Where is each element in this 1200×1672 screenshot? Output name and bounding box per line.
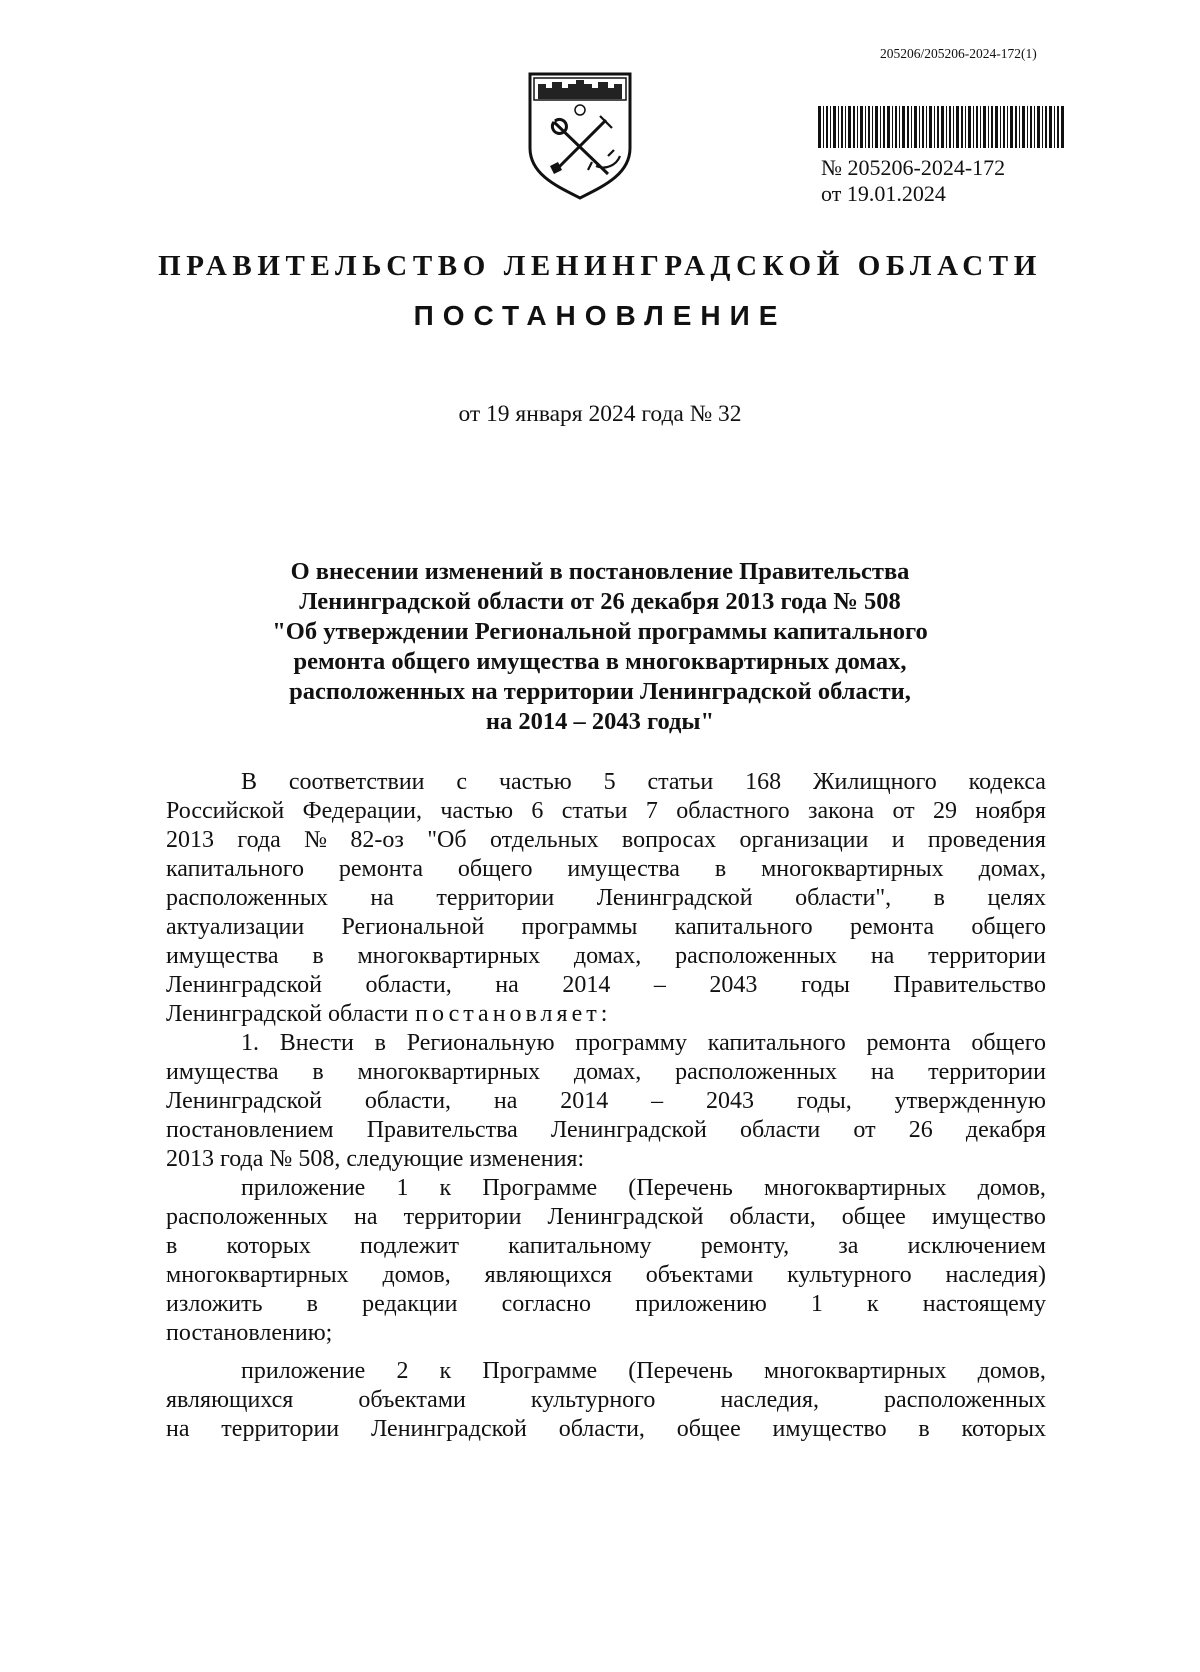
word: декабря: [965, 1117, 1046, 1143]
word: 2013: [166, 827, 214, 853]
word: в: [312, 1059, 324, 1085]
word: общее: [841, 1204, 906, 1230]
word: программы: [521, 914, 638, 940]
word: статьи: [647, 769, 714, 795]
word: капитального: [674, 914, 813, 940]
word: 2: [396, 1358, 409, 1384]
paragraph-line: [166, 1319, 1046, 1348]
word: с: [456, 769, 468, 795]
word: Ленинградской: [370, 1416, 527, 1442]
word: в: [312, 943, 324, 969]
word: территории: [928, 1059, 1046, 1085]
paragraph-line: [166, 942, 1046, 971]
paragraph-line: [166, 797, 1046, 826]
word: расположенных: [884, 1387, 1046, 1413]
word: являющихся: [166, 1387, 294, 1413]
word: В: [241, 769, 258, 795]
paragraph-line: [166, 1357, 1046, 1386]
word: статьи: [561, 798, 628, 824]
word: капитальному: [508, 1233, 652, 1259]
word: многоквартирных: [761, 856, 944, 882]
word: области,: [365, 972, 452, 998]
line-text: Ленинградской области: [166, 1001, 409, 1027]
paragraph-lines: [166, 768, 1046, 1000]
paragraph-line: [166, 1116, 1046, 1145]
paragraph-line: [166, 768, 1046, 797]
paragraph-line: [166, 1386, 1046, 1415]
word: в: [374, 1030, 386, 1056]
word: наследия,: [720, 1387, 820, 1413]
word: 1: [810, 1291, 823, 1317]
line-text: постановлению;: [166, 1320, 333, 1346]
word: территории: [403, 1204, 522, 1230]
word: Региональную: [406, 1030, 555, 1056]
word: на: [870, 1059, 895, 1085]
paragraph-appendix-2: [166, 1357, 1046, 1444]
word: 7: [645, 798, 658, 824]
coat-of-arms-icon: [524, 70, 636, 200]
word: 2043: [709, 972, 758, 998]
word: многоквартирных: [763, 1175, 947, 1201]
word: в: [714, 856, 727, 882]
paragraph-line: [166, 855, 1046, 884]
word: многоквартирных: [166, 1262, 349, 1288]
word: на: [354, 1204, 378, 1230]
paragraph-lines: [166, 1357, 1046, 1444]
title-line: на 2014 – 2043 годы": [485, 708, 715, 735]
word: имущество: [931, 1204, 1046, 1230]
word: от: [853, 1117, 876, 1143]
word: Ленинградской: [550, 1117, 707, 1143]
word: за: [838, 1233, 859, 1259]
paragraph-line: [166, 1000, 1046, 1029]
word: ремонту,: [700, 1233, 790, 1259]
word: 2014: [562, 972, 611, 998]
word: Программе: [482, 1358, 598, 1384]
word: объектами: [358, 1387, 466, 1413]
document-body: [166, 768, 1046, 1444]
word: общего: [971, 914, 1046, 940]
paragraph-line: [166, 1203, 1046, 1232]
paragraph-line: [166, 1261, 1046, 1290]
paragraph-line: [166, 1290, 1046, 1319]
paragraph-line: [166, 1232, 1046, 1261]
word: к: [439, 1358, 452, 1384]
word: Федерации,: [302, 798, 422, 824]
word: области,: [558, 1416, 645, 1442]
word: ремонта: [849, 914, 935, 940]
word: расположенных: [675, 943, 838, 969]
line-text: 2013 года № 508, следующие изменения:: [166, 1146, 585, 1172]
document-date-number: от 19 января 2024 года № 32: [458, 401, 742, 427]
word: домах,: [978, 856, 1046, 882]
word: настоящему: [922, 1291, 1046, 1317]
registration-block: [821, 155, 1005, 207]
decree-word: постановляет:: [415, 1001, 612, 1027]
word: исключением: [907, 1233, 1046, 1259]
paragraph-line: [166, 1087, 1046, 1116]
word: на: [493, 1088, 518, 1114]
word: к: [439, 1175, 452, 1201]
paragraph-line: [166, 1174, 1046, 1203]
word: Региональной: [341, 914, 485, 940]
word: капитального: [166, 856, 304, 882]
word: Внести: [279, 1030, 354, 1056]
word: приложение: [241, 1175, 366, 1201]
word: постановлением: [166, 1117, 334, 1143]
word: –: [653, 972, 666, 998]
word: Ленинградской: [166, 1088, 322, 1114]
paragraph-line: [166, 971, 1046, 1000]
document-title: [160, 557, 1040, 737]
paragraph-line: [166, 826, 1046, 855]
registration-date: от 19.01.2024: [821, 181, 946, 206]
word: редакции: [362, 1291, 458, 1317]
paragraph-item-1: [166, 1029, 1046, 1174]
word: отдельных: [489, 827, 599, 853]
word: программу: [575, 1030, 687, 1056]
word: общее: [676, 1416, 741, 1442]
word: имущество: [772, 1416, 887, 1442]
registration-number: № 205206-2024-172: [821, 155, 1006, 180]
word: многоквартирных: [357, 943, 541, 969]
paragraph-line: [166, 1415, 1046, 1444]
word: общего: [457, 856, 533, 882]
title-line: расположенных на территории Ленинградской области,: [289, 678, 911, 705]
word: общего: [971, 1030, 1046, 1056]
word: многоквартирных: [763, 1358, 947, 1384]
word: ремонта: [866, 1030, 951, 1056]
word: подлежит: [360, 1233, 459, 1259]
word: согласно: [501, 1291, 592, 1317]
word: капитального: [707, 1030, 846, 1056]
word: многоквартирных: [357, 1059, 541, 1085]
word: ремонта: [338, 856, 423, 882]
document-kind: ПОСТАНОВЛЕНИЕ: [413, 300, 787, 331]
word: частью: [498, 769, 572, 795]
word: (Перечень: [628, 1175, 733, 1201]
word: изложить: [166, 1291, 263, 1317]
paragraph-line: [166, 913, 1046, 942]
word: закона: [808, 798, 875, 824]
word: 1: [396, 1175, 409, 1201]
word: приложение: [241, 1358, 366, 1384]
word: имущества: [567, 856, 680, 882]
word: вопросах: [621, 827, 717, 853]
word: домах,: [573, 943, 642, 969]
word: территории: [928, 943, 1046, 969]
word: домов,: [382, 1262, 451, 1288]
word: годы,: [796, 1088, 852, 1114]
word: в: [166, 1233, 178, 1259]
word: домов,: [977, 1175, 1046, 1201]
word: имущества: [166, 943, 279, 969]
word: целях: [987, 885, 1046, 911]
word: актуализации: [166, 914, 305, 940]
word: имущества: [166, 1059, 279, 1085]
word: расположенных: [166, 885, 328, 911]
title-line: "Об утверждении Региональной программы капитального: [272, 618, 928, 645]
word: 2043: [705, 1088, 754, 1114]
word: от: [892, 798, 915, 824]
word: года: [237, 827, 281, 853]
word: Ленинградской: [596, 885, 753, 911]
word: ноября: [975, 798, 1046, 824]
word: 1.: [241, 1030, 259, 1056]
paragraph-preamble: [166, 768, 1046, 1029]
word: области,: [729, 1204, 816, 1230]
word: №: [304, 827, 328, 853]
paragraph-lines: [166, 1174, 1046, 1319]
barcode-icon: [818, 106, 1064, 148]
word: 5: [603, 769, 616, 795]
word: соответствии: [288, 769, 425, 795]
word: территории: [221, 1416, 340, 1442]
word: –: [651, 1088, 664, 1114]
word: области",: [795, 885, 892, 911]
word: являющихся: [484, 1262, 612, 1288]
word: Правительство: [893, 972, 1046, 998]
word: проведения: [927, 827, 1046, 853]
word: на: [370, 885, 394, 911]
word: (Перечень: [628, 1358, 733, 1384]
word: Жилищного: [813, 769, 937, 795]
word: культурного: [787, 1262, 912, 1288]
word: частью: [440, 798, 514, 824]
paragraph-line: [166, 1058, 1046, 1087]
title-line: О внесении изменений в постановление Правительства: [290, 558, 910, 585]
word: объектами: [645, 1262, 754, 1288]
word: в: [306, 1291, 319, 1317]
word: и: [891, 827, 905, 853]
word: в: [918, 1416, 930, 1442]
paragraph-appendix-1: [166, 1174, 1046, 1348]
word: 82-оз: [350, 827, 404, 853]
word: области: [740, 1117, 821, 1143]
word: которых: [961, 1416, 1046, 1442]
word: территории: [436, 885, 555, 911]
word: 26: [908, 1117, 933, 1143]
word: 6: [531, 798, 544, 824]
organization-heading: ПРАВИТЕЛЬСТВО ЛЕНИНГРАДСКОЙ ОБЛАСТИ: [158, 250, 1042, 282]
word: Ленинградской: [547, 1204, 704, 1230]
paragraph-lines: [166, 1029, 1046, 1145]
word: Программе: [482, 1175, 598, 1201]
title-line: ремонта общего имущества в многоквартирных домах,: [293, 648, 907, 675]
word: в: [933, 885, 945, 911]
word: "Об: [427, 827, 467, 853]
word: наследия): [945, 1262, 1046, 1288]
paragraph-line: [166, 1029, 1046, 1058]
title-line: Ленинградской области от 26 декабря 2013 года № 508: [299, 588, 901, 615]
word: домах,: [573, 1059, 642, 1085]
word: кодекса: [968, 769, 1046, 795]
word: которых: [226, 1233, 311, 1259]
word: расположенных: [675, 1059, 838, 1085]
word: утвержденную: [894, 1088, 1046, 1114]
word: на: [495, 972, 519, 998]
paragraph-line: [166, 884, 1046, 913]
word: расположенных: [166, 1204, 328, 1230]
word: приложению: [635, 1291, 767, 1317]
word: 29: [932, 798, 957, 824]
paragraph-line: [166, 1145, 1046, 1174]
word: области,: [364, 1088, 452, 1114]
word: областного: [676, 798, 790, 824]
word: к: [866, 1291, 879, 1317]
word: на: [870, 943, 895, 969]
word: на: [166, 1416, 190, 1442]
word: Российской: [166, 798, 285, 824]
word: организации: [739, 827, 869, 853]
word: 168: [745, 769, 782, 795]
document-id: 205206/205206-2024-172(1): [880, 46, 1037, 61]
word: культурного: [530, 1387, 656, 1413]
word: домов,: [977, 1358, 1046, 1384]
word: годы: [800, 972, 850, 998]
word: Правительства: [366, 1117, 518, 1143]
word: Ленинградской: [166, 972, 322, 998]
word: 2014: [560, 1088, 609, 1114]
